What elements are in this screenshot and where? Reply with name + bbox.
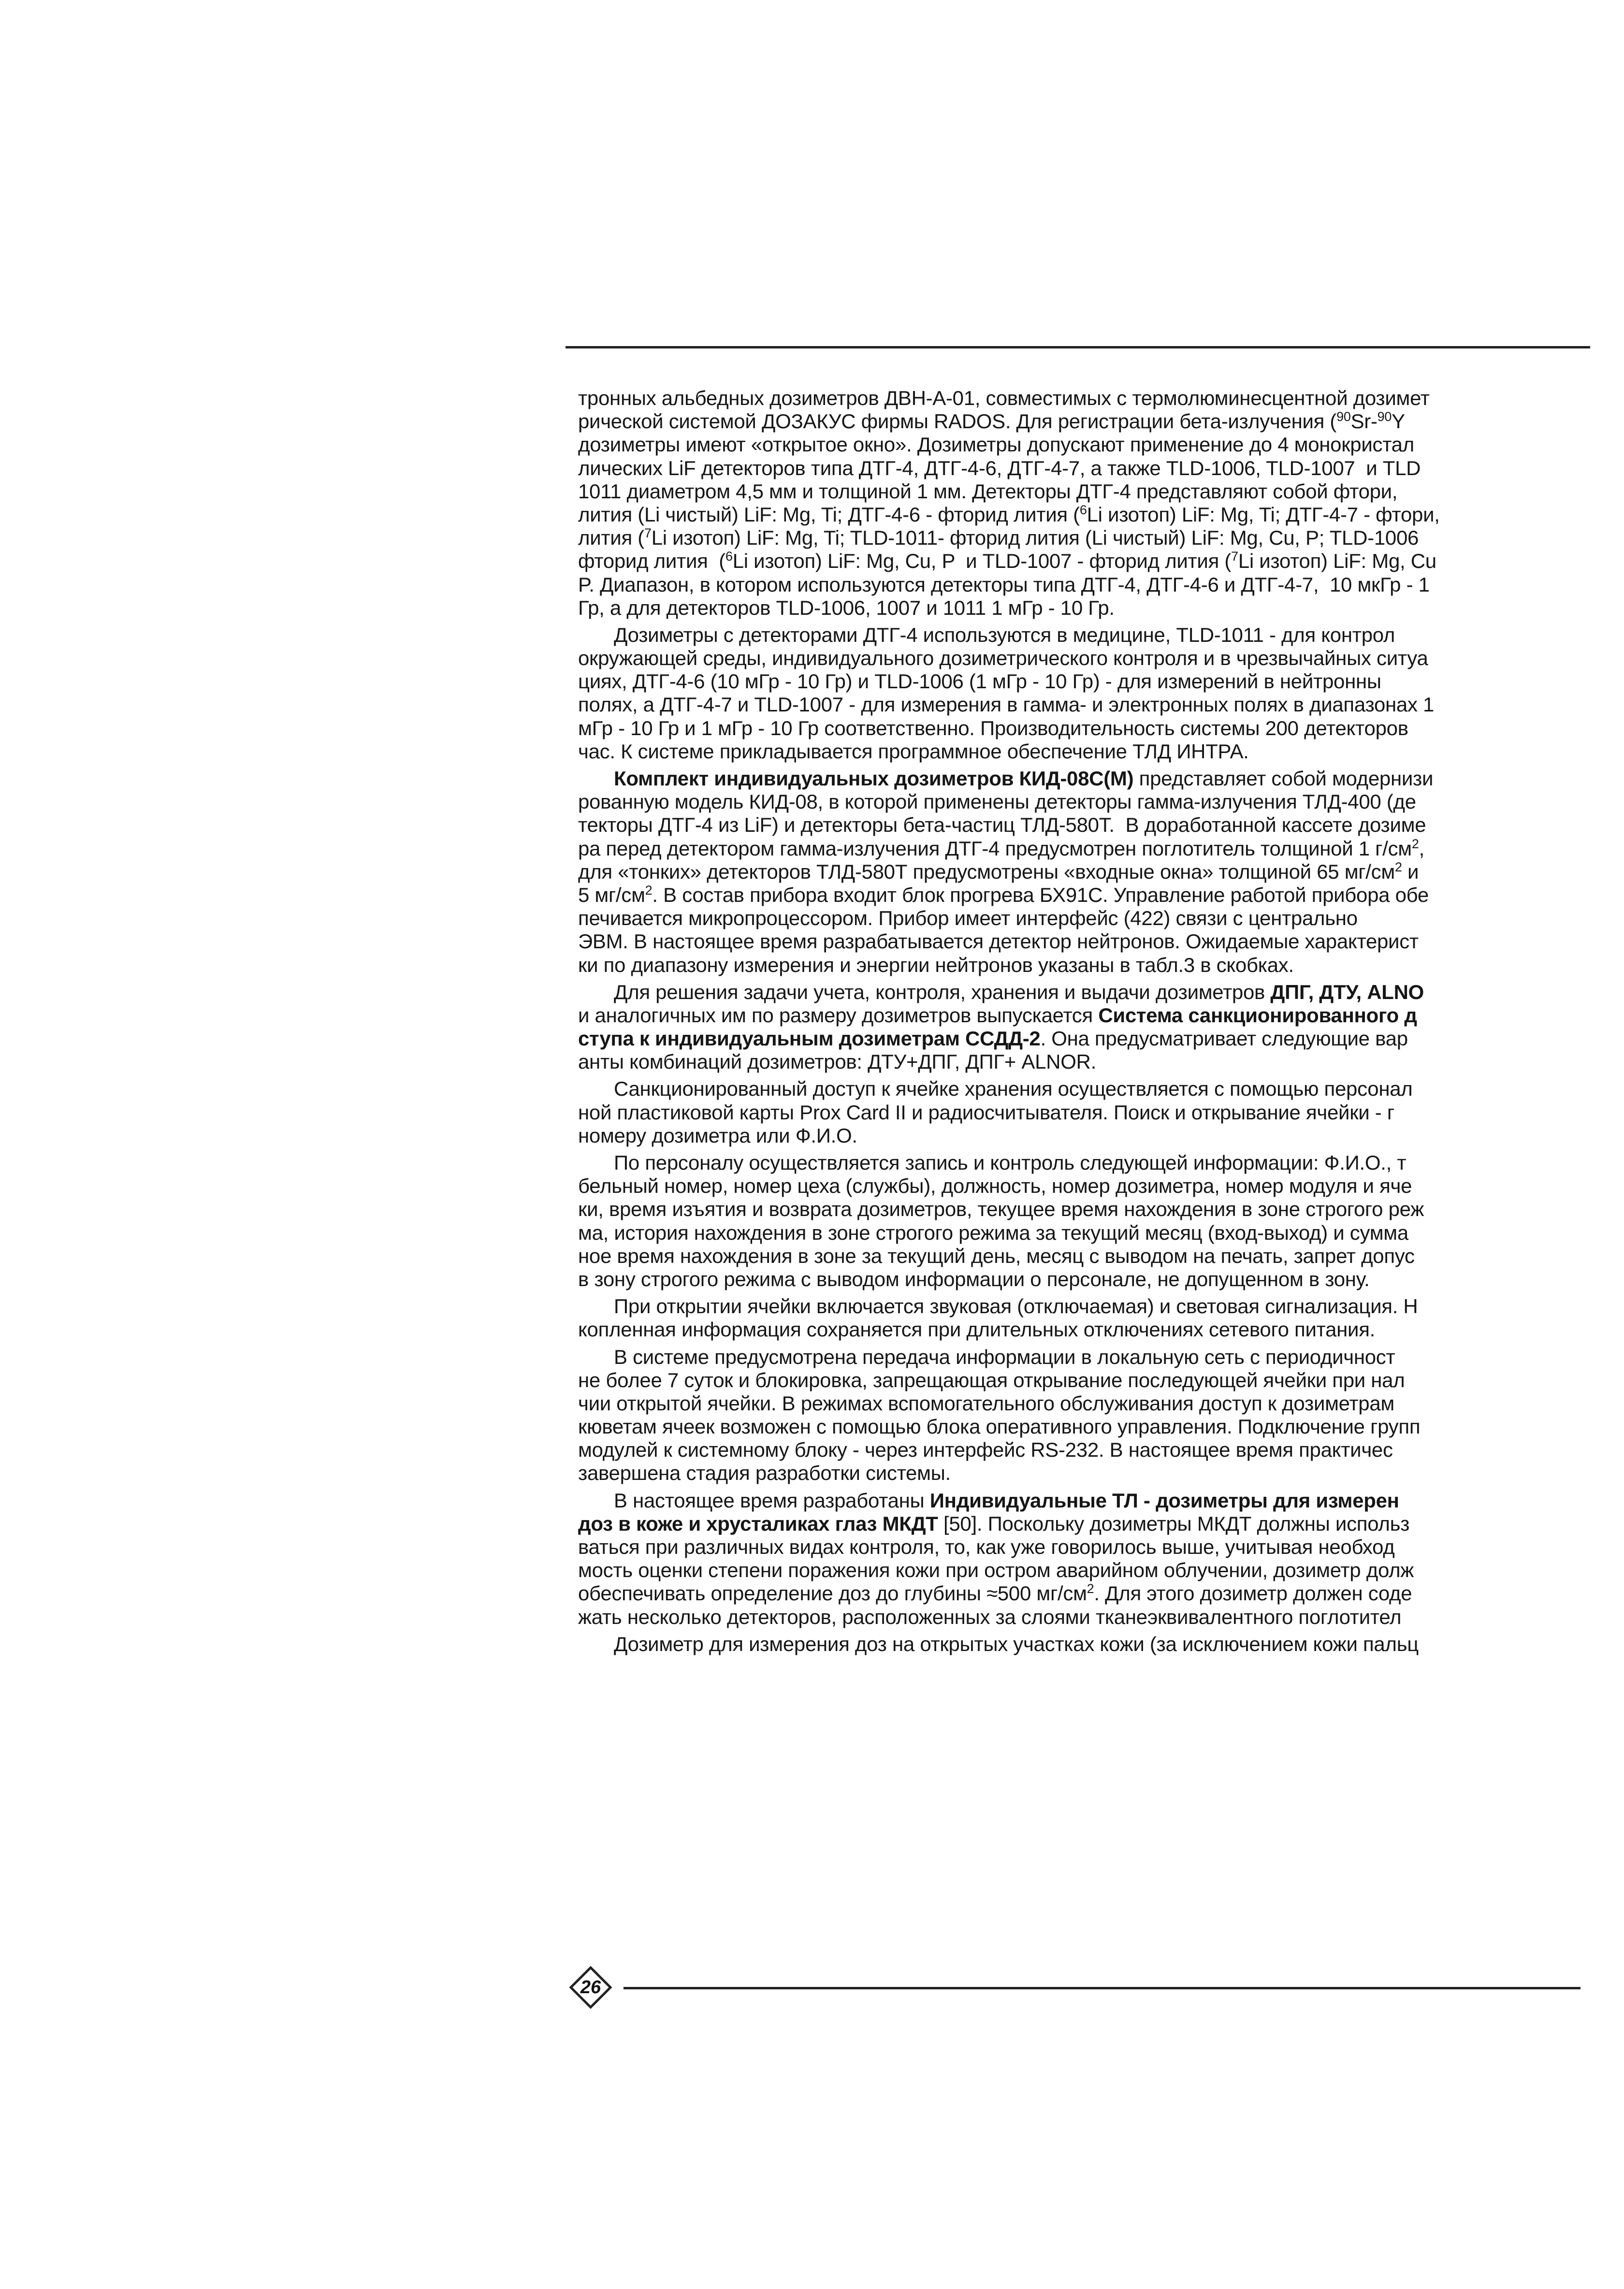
text-line	[578, 1606, 1624, 1629]
bold-text: Индивидуальные ТЛ - дозиметры для измерен	[929, 1489, 1399, 1512]
text-run: Для решения задачи учета, контроля, хранения и выдачи дозиметров	[614, 980, 1271, 1003]
text-run: В системе предусмотрена передача информации в локальную сеть с периодичност	[614, 1345, 1395, 1368]
text-line	[578, 1582, 1624, 1605]
text-line	[578, 596, 1624, 620]
paragraph	[578, 1295, 1624, 1341]
superscript: 2	[645, 883, 652, 898]
text-run: фторид лития (	[578, 550, 725, 573]
text-run: мГр - 10 Гр и 1 мГр - 10 Гр соответственно. Производительность системы 200 детекторов	[578, 716, 1408, 739]
text-line	[578, 1392, 1624, 1415]
text-line	[578, 1198, 1624, 1221]
text-line	[578, 1462, 1624, 1485]
text-run: чии открытой ячейки. В режимах вспомогательного обслуживания доступ к дозиметрам	[578, 1391, 1394, 1415]
text-line	[578, 503, 1624, 526]
text-run: для «тонких» детекторов ТЛД-580Т предусмотрены «входные окна» толщиной 65 мг/см	[578, 860, 1395, 883]
paragraph	[578, 1489, 1624, 1629]
text-line	[578, 813, 1624, 837]
text-run: рической системой ДОЗАКУС фирмы RADOS. Для регистрации бета-излучения (	[578, 410, 1337, 433]
text-run: представляет собой модернизи	[1133, 767, 1434, 790]
text-line	[578, 1489, 1624, 1512]
text-run: Li изотоп) LiF: Mg, Cu	[1238, 550, 1436, 573]
bold-text: доз в коже и хрусталиках глаз МКДТ	[578, 1512, 938, 1535]
text-line	[578, 1174, 1624, 1198]
text-run: ра перед детектором гамма-излучения ДТГ-4 предусмотрен поглотитель толщиной 1 г/см	[578, 837, 1412, 860]
text-line	[578, 860, 1624, 884]
text-run: в зону строгого режима с выводом информации о персонале, не допущенном в зону.	[578, 1267, 1370, 1290]
text-run: копленная информация сохраняется при длительных отключениях сетевого питания.	[578, 1318, 1376, 1341]
text-line	[578, 433, 1624, 456]
text-line	[578, 717, 1624, 740]
text-line	[578, 1268, 1624, 1291]
text-run: анты комбинаций дозиметров: ДТУ+ДПГ, ДПГ+ ALNOR.	[578, 1050, 1096, 1073]
text-line	[578, 647, 1624, 670]
text-line	[578, 550, 1624, 573]
text-run: ,	[1419, 837, 1424, 860]
text-run: ной пластиковой карты Prox Card II и радиосчитывателя. Поиск и открывание ячейки - г	[578, 1101, 1394, 1124]
body-text	[578, 387, 1624, 1899]
text-run: кюветам ячеек возможен с помощью блока оперативного управления. Подключение групп	[578, 1415, 1421, 1438]
text-run: ма, история нахождения в зоне строгого режима за текущий месяц (вход-выход) и сумма	[578, 1221, 1408, 1244]
paragraph	[578, 1077, 1624, 1147]
text-run: 1011 диаметром 4,5 мм и толщиной 1 мм. Детекторы ДТГ-4 представляют собой фтори,	[578, 479, 1398, 503]
text-line	[578, 1151, 1624, 1174]
paragraph	[578, 1151, 1624, 1291]
paragraph	[578, 387, 1624, 620]
text-run: P. Диапазон, в котором используются детекторы типа ДТГ-4, ДТГ-4-6 и ДТГ-4-7, 10 мкГр - 1	[578, 573, 1430, 596]
text-run: . В состав прибора входит блок прогрева БХ91С. Управление работой прибора обе	[652, 883, 1429, 906]
text-run: 5 мг/см	[578, 883, 645, 906]
text-run: [50]. Поскольку дозиметры МКДТ должны использ	[938, 1512, 1410, 1535]
bold-text: Комплект индивидуальных дозиметров КИД-08С(М)	[614, 767, 1134, 790]
text-line	[578, 1512, 1624, 1536]
superscript: 90	[1336, 409, 1351, 424]
text-line	[578, 1004, 1624, 1027]
text-run: Гр, а для детекторов TLD-1006, 1007 и 1011 1 мГр - 10 Гр.	[578, 596, 1115, 619]
text-line	[578, 480, 1624, 503]
text-line	[578, 767, 1624, 790]
text-line	[578, 954, 1624, 977]
text-run: дозиметры имеют «открытое окно». Дозиметры допускают применение до 4 монокристал	[578, 433, 1414, 456]
text-run: Y	[1392, 410, 1405, 433]
text-line	[578, 1318, 1624, 1341]
text-run: печивается микропроцессором. Прибор имеет интерфейс (422) связи с центрально	[578, 907, 1358, 930]
text-run: модулей к системному блоку - через интерфейс RS-232. В настоящее время практичес	[578, 1438, 1393, 1462]
paragraph	[578, 623, 1624, 763]
bold-text: ДПГ, ДТУ, ALNO	[1270, 980, 1424, 1003]
text-line	[578, 457, 1624, 480]
text-run: лития (	[578, 526, 644, 550]
footer-rule	[624, 1987, 1580, 1989]
text-line	[578, 1536, 1624, 1559]
text-run: Li изотоп) LiF: Mg, Cu, P и TLD-1007 - фторид лития (	[732, 550, 1232, 573]
text-run: текторы ДТГ-4 из LiF) и детекторы бета-частиц ТЛД-580Т. В доработанной кассете дозиме	[578, 813, 1426, 837]
text-run: не более 7 суток и блокировка, запрещающая открывание последующей ячейки при нал	[578, 1368, 1405, 1391]
superscript: 2	[1087, 1581, 1094, 1596]
text-run: и	[1402, 860, 1419, 883]
text-line	[578, 1077, 1624, 1101]
header-rule	[566, 346, 1590, 348]
paragraph	[578, 1633, 1624, 1656]
text-line	[578, 1027, 1624, 1050]
text-run: ЭВМ. В настоящее время разрабатывается детектор нейтронов. Ожидаемые характерист	[578, 930, 1419, 953]
text-run: час. К системе прикладывается программное обеспечение ТЛД ИНТРА.	[578, 739, 1249, 763]
text-run: и аналогичных им по размеру дозиметров выпускается	[578, 1003, 1099, 1027]
text-line	[578, 1295, 1624, 1318]
text-run: окружающей среды, индивидуального дозиметрического контроля и в чрезвычайных ситуа	[578, 647, 1428, 670]
text-line	[578, 1124, 1624, 1147]
superscript: 2	[1394, 859, 1402, 874]
text-run: рованную модель КИД-08, в которой применены детекторы гамма-излучения ТЛД-400 (де	[578, 790, 1416, 813]
text-run: В настоящее время разработаны	[614, 1489, 930, 1512]
text-line	[578, 1245, 1624, 1268]
superscript: 2	[1411, 836, 1419, 851]
text-line	[578, 693, 1624, 716]
bold-text: Система санкционированного д	[1098, 1003, 1417, 1027]
text-line	[578, 1633, 1624, 1656]
text-run: При открытии ячейки включается звуковая (отключаемая) и световая сигнализация. Н	[614, 1295, 1418, 1318]
text-run: Дозиметры с детекторами ДТГ-4 используются в медицине, TLD-1011 - для контрол	[614, 623, 1395, 646]
text-run: ки, время изъятия и возврата дозиметров, текущее время нахождения в зоне строгого реж	[578, 1198, 1424, 1221]
text-line	[578, 623, 1624, 647]
text-line	[578, 387, 1624, 410]
text-run: ки по диапазону измерения и энергии нейтронов указаны в табл.3 в скобках.	[578, 953, 1294, 976]
bold-text: ступа к индивидуальным дозиметрам ССДД-2	[578, 1027, 1041, 1050]
text-run: полях, а ДТГ-4-7 и TLD-1007 - для измерения в гамма- и электронных полях в диапазонах 1	[578, 693, 1435, 716]
paragraph	[578, 1346, 1624, 1485]
text-line	[578, 884, 1624, 907]
text-run: лития (Li чистый) LiF: Mg, Ti; ДТГ-4-6 - фторид лития (	[578, 503, 1080, 526]
text-run: бельный номер, номер цеха (службы), должность, номер дозиметра, номер модуля и яче	[578, 1174, 1412, 1198]
page-number: 26	[580, 1977, 601, 1998]
text-line	[578, 410, 1624, 433]
text-line	[578, 670, 1624, 693]
text-run: номеру дозиметра или Ф.И.О.	[578, 1124, 857, 1147]
superscript: 90	[1377, 409, 1392, 424]
text-line	[578, 1101, 1624, 1124]
text-line	[578, 790, 1624, 813]
text-line	[578, 837, 1624, 860]
text-line	[578, 1221, 1624, 1245]
text-run: Sr-	[1350, 410, 1378, 433]
text-run: По персоналу осуществляется запись и контроль следующей информации: Ф.И.О., т	[614, 1151, 1406, 1174]
paragraph	[578, 981, 1624, 1074]
text-line	[578, 1559, 1624, 1582]
text-run: Li изотоп) LiF: Mg, Ti; TLD-1011- фторид лития (Li чистый) LiF: Mg, Cu, P; TLD-1006	[651, 526, 1419, 550]
text-run: ваться при различных видах контроля, то, как уже говорилось выше, учитывая необход	[578, 1536, 1395, 1558]
text-run: циях, ДТГ-4-6 (10 мГр - 10 Гр) и TLD-1006 (1 мГр - 10 Гр) - для измерений в нейтронны	[578, 670, 1381, 693]
text-run: ное время нахождения в зоне за текущий день, месяц с выводом на печать, запрет допус	[578, 1244, 1415, 1267]
text-run: Li изотоп) LiF: Mg, Ti; ДТГ-4-7 - фтори,	[1087, 503, 1440, 526]
text-line	[578, 740, 1624, 763]
text-run: . Она предусматривает следующие вар	[1040, 1027, 1408, 1050]
text-line	[578, 981, 1624, 1004]
text-line	[578, 930, 1624, 953]
superscript: 7	[1231, 549, 1238, 564]
text-line	[578, 1346, 1624, 1369]
superscript: 7	[644, 526, 652, 541]
text-run: Санкционированный доступ к ячейке хранения осуществляется с помощью персонал	[614, 1077, 1413, 1101]
text-line	[578, 1415, 1624, 1438]
text-run: тронных альбедных дозиметров ДВН-А-01, совместимых с термолюминесцентной дозимет	[578, 387, 1430, 409]
text-run: . Для этого дозиметр должен соде	[1094, 1582, 1412, 1605]
text-run: завершена стадия разработки системы.	[578, 1462, 951, 1485]
text-run: лических LiF детекторов типа ДТГ-4, ДТГ-4-6, ДТГ-4-7, а также TLD-1006, TLD-1007 и TLD	[578, 456, 1421, 479]
text-line	[578, 907, 1624, 930]
text-line	[578, 1438, 1624, 1462]
paragraph	[578, 767, 1624, 977]
text-run: обеспечивать определение доз до глубины ≈500 мг/см	[578, 1582, 1087, 1605]
text-run: Дозиметр для измерения доз на открытых участках кожи (за исключением кожи пальц	[614, 1632, 1419, 1655]
text-line	[578, 526, 1624, 550]
text-line	[578, 1369, 1624, 1392]
text-line	[578, 1050, 1624, 1073]
text-line	[578, 573, 1624, 596]
superscript: 6	[725, 549, 733, 564]
superscript: 6	[1079, 502, 1087, 517]
text-run: мость оценки степени поражения кожи при остром аварийном облучении, дозиметр долж	[578, 1559, 1414, 1582]
text-run: жать несколько детекторов, расположенных за слоями тканеэквивалентного поглотител	[578, 1605, 1402, 1628]
